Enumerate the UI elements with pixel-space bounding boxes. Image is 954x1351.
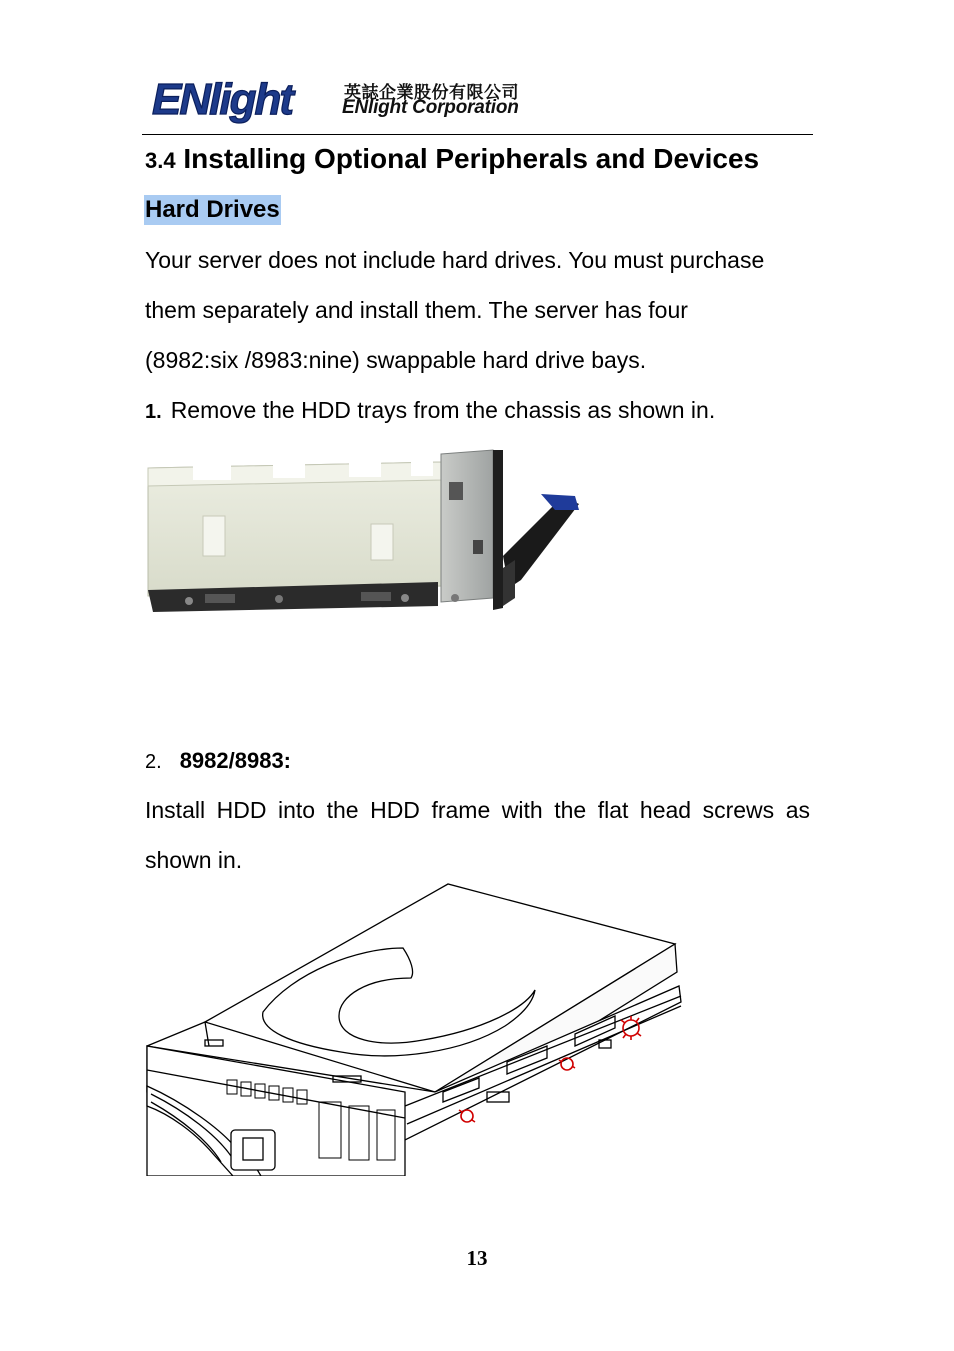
intro-line-3: (8982:six /8983:nine) swappable hard drive bays. (145, 347, 647, 373)
step-2-text-line-2: shown in. (145, 847, 243, 873)
step-1-number: 1. (145, 401, 162, 423)
section-number: 3.4 (145, 148, 176, 173)
intro-line-1: Your server does not include hard drives. You must purchase (145, 247, 765, 273)
subsection-title: Hard Drives (145, 196, 280, 223)
hdd-tray-image (143, 448, 583, 620)
enlight-logo (150, 74, 315, 126)
step-1 (145, 397, 715, 424)
section-title: Installing Optional Peripherals and Devices (183, 143, 760, 174)
company-name-chinese: 英誌企業股份有限公司 (344, 83, 519, 103)
step-2-text-line-1: Install HDD into the HDD frame with the flat head screws as (145, 797, 810, 823)
company-name-english: ENlight Corporation (342, 97, 519, 118)
step-2-heading (145, 748, 291, 774)
header-divider (142, 134, 813, 135)
logo-wordmark: ENlight (152, 75, 292, 124)
step-1-text: Remove the HDD trays from the chassis as shown in. (170, 397, 716, 423)
step-2-number: 2. (145, 751, 162, 773)
page-number: 13 (466, 1246, 488, 1270)
section-heading (145, 143, 759, 175)
hdd-frame-diagram (143, 880, 683, 1176)
intro-line-2: them separately and install them. The server has four (145, 297, 688, 323)
step-2-title: 8982/8983: (179, 748, 292, 773)
